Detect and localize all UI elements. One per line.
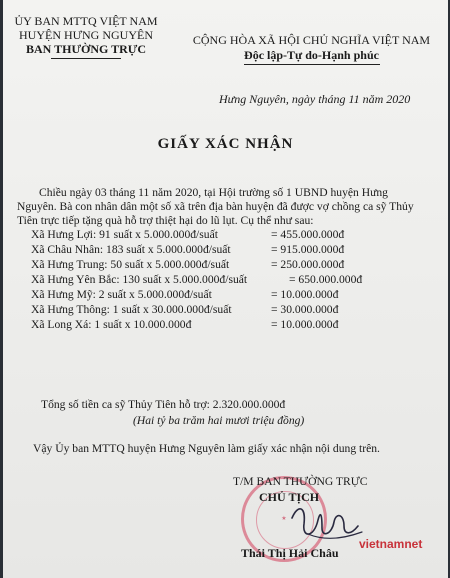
issuer-underline [51, 58, 121, 59]
commune-amount: = 455.000.000đ [271, 228, 345, 241]
commune-desc: Xã Hưng Trung: 50 suất x 5.000.000đ/suất [31, 258, 230, 271]
commune-amount: = 250.000.000đ [271, 258, 345, 271]
total-amount: Tổng số tiền ca sỹ Thủy Tiên hỗ trợ: 2.320.000.000đ [41, 398, 286, 411]
motto-underline [244, 64, 380, 65]
document-page [3, 0, 448, 578]
commune-desc: Xã Hưng Yên Bắc: 130 suất x 5.000.000đ/suất [31, 273, 248, 286]
commune-amount: = 915.000.000đ [271, 243, 345, 256]
commune-row [31, 258, 229, 271]
commune-amount: = 10.000.000đ [271, 288, 339, 301]
national-header [179, 33, 444, 65]
commune-desc: Xã Hưng Thông: 1 suất x 30.000.000đ/suất [31, 303, 232, 316]
issuer-line-3: BAN THƯỜNG TRỰC [25, 42, 146, 56]
paragraph-line-2: Nguyên. Bà con nhân dân một số xã trên địa bàn huyện đã được vợ chồng ca sỹ Thủy [17, 200, 414, 213]
issuer-line-1: ỦY BAN MTTQ VIỆT NAM [14, 14, 158, 28]
total-in-words: (Hai tỷ ba trăm hai mươi triệu đồng) [133, 414, 305, 427]
commune-amount: = 30.000.000đ [271, 303, 339, 316]
commune-row [31, 228, 218, 241]
seal-inscription: ★ [281, 516, 287, 522]
paragraph-line-1: Chiều ngày 03 tháng 11 năm 2020, tại Hội trường số 1 UBND huyện Hưng [39, 186, 388, 199]
commune-desc: Xã Long Xá: 1 suất x 10.000.000đ [31, 318, 192, 331]
issuer-header [11, 14, 161, 59]
commune-row [31, 243, 231, 256]
commune-row [31, 318, 191, 331]
commune-row [31, 303, 232, 316]
commune-row [31, 288, 212, 301]
handwritten-signature [288, 498, 368, 546]
watermark-logo: vietnamnet [359, 537, 423, 551]
paragraph-line-3: Tiên trực tiếp tặng quà hỗ trợ thiệt hại do lũ lụt. Cụ thể như sau: [17, 214, 314, 227]
commune-row [31, 273, 247, 286]
signatory-office: T/M BAN THƯỜNG TRỰC [233, 475, 368, 488]
date-line: Hưng Nguyên, ngày tháng 11 năm 2020 [219, 92, 411, 106]
commune-desc: Xã Hưng Lợi: 91 suất x 5.000.000đ/suất [31, 228, 218, 241]
closing-statement: Vậy Ủy ban MTTQ huyện Hưng Nguyên làm giấy xác nhận nội dung trên. [33, 442, 380, 455]
national-title: CỘNG HÒA XÃ HỘI CHỦ NGHĨA VIỆT NAM [192, 33, 431, 47]
commune-amount: = 10.000.000đ [271, 318, 339, 331]
issuer-line-2: HUYỆN HƯNG NGUYÊN [19, 28, 153, 42]
document-title: GIẤY XÁC NHẬN [157, 136, 294, 152]
commune-desc: Xã Hưng Mỹ: 2 suất x 5.000.000đ/suất [31, 288, 212, 301]
signatory-name: Thái Thị Hải Châu [241, 546, 339, 560]
national-motto: Độc lập-Tự do-Hạnh phúc [244, 48, 379, 62]
commune-amount: = 650.000.000đ [289, 273, 363, 286]
commune-desc: Xã Châu Nhân: 183 suất x 5.000.000đ/suất [31, 243, 231, 256]
signatory-title: CHỦ TỊCH [259, 490, 320, 504]
